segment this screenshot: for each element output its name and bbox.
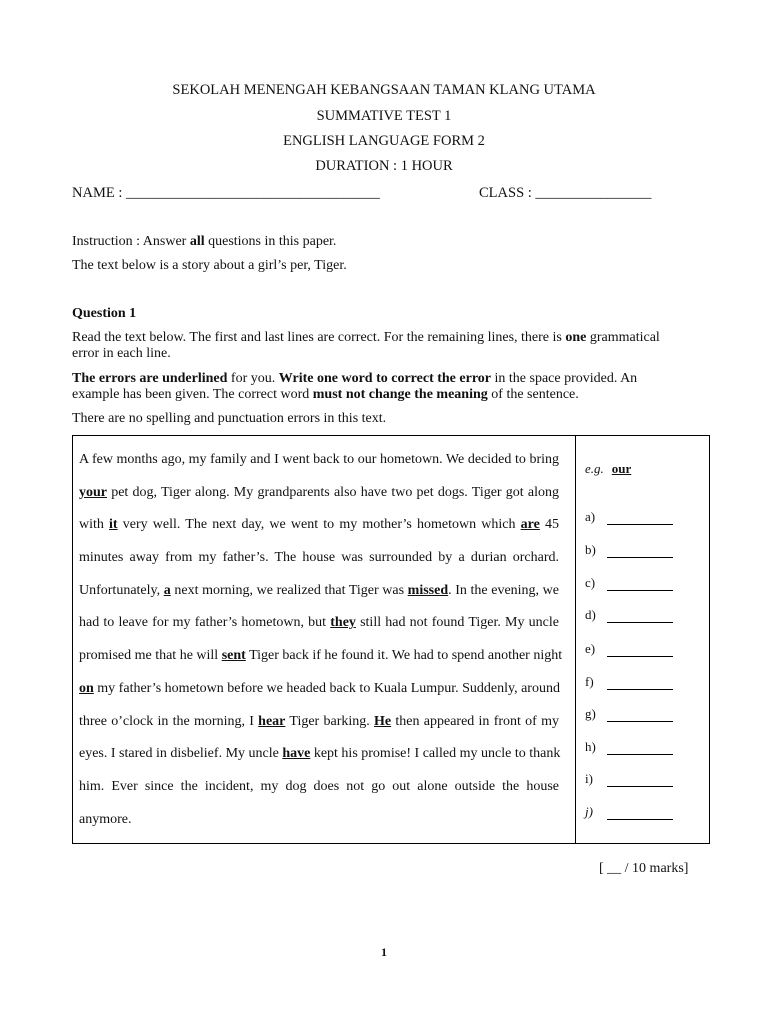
p2-t2: in the space provided. An example has been given. The correct word — [72, 371, 638, 402]
column-divider — [575, 436, 576, 843]
story-line: on my father’s hometown before we headed back to Kuala Lumpur. Suddenly, around — [79, 680, 560, 696]
story-line: minutes away from my father’s. The house was surrounded by a durian orchard. — [79, 550, 559, 566]
answer-line-h[interactable]: h) — [585, 739, 673, 755]
story-line: promised me that he will sent Tiger back if he found it. We had to spend another night — [79, 648, 563, 664]
story-line: Unfortunately, a next morning, we realized that Tiger was missed. In the evening, we — [79, 582, 559, 598]
story-text — [79, 444, 563, 836]
story-line: your pet dog, Tiger along. My grandparents also have two pet dogs. Tiger got along — [79, 484, 559, 500]
story-line: A few months ago, my family and I went back to our hometown. We decided to bring — [79, 452, 559, 467]
instruction-pre: Instruction : Answer — [72, 234, 190, 249]
question-paragraph-2 — [72, 371, 688, 403]
story-line: three o’clock in the morning, I hear Tiger barking. He then appeared in front of my — [79, 713, 559, 729]
p2-t1: for you. — [227, 371, 279, 386]
class-field: CLASS : ________________ — [479, 185, 652, 201]
page-number: 1 — [381, 945, 387, 959]
answer-line-b[interactable]: b) — [585, 542, 673, 558]
p1-post: grammatical error in each line. — [72, 330, 660, 361]
example-label: e.g. — [585, 461, 604, 476]
instruction-line — [72, 234, 336, 250]
story-line: had to leave for my father’s hometown, but they still had not found Tiger. My uncle — [79, 615, 559, 631]
example-value: our — [611, 461, 632, 476]
p2-b3: must not change the meaning — [312, 387, 488, 402]
instruction-post: questions in this paper. — [204, 234, 337, 249]
answer-line-a[interactable]: a) — [585, 509, 673, 525]
school-name: SEKOLAH MENENGAH KEBANGSAAN TAMAN KLANG UTAMA — [172, 82, 596, 98]
subject-title: ENGLISH LANGUAGE FORM 2 — [283, 133, 485, 149]
answer-line-d[interactable]: d) — [585, 607, 673, 623]
question-paragraph-3: There are no spelling and punctuation errors in this text. — [72, 411, 387, 426]
story-box — [72, 435, 710, 844]
p2-t3: of the sentence. — [487, 387, 579, 402]
story-intro: The text below is a story about a girl’s per, Tiger. — [72, 258, 347, 273]
marks: [ __ / 10 marks] — [599, 861, 689, 876]
answer-line-i[interactable]: i) — [585, 771, 673, 787]
p1-bold: one — [565, 330, 587, 345]
story-line: with it very well. The next day, we went to my mother’s hometown which are 45 — [79, 517, 559, 533]
example-answer — [585, 461, 631, 477]
p1-pre: Read the text below. The first and last lines are correct. For the remaining lines, there is — [72, 330, 566, 345]
question-title: Question 1 — [72, 306, 137, 321]
name-field: NAME : ___________________________________ — [72, 185, 380, 201]
question-paragraph-1 — [72, 330, 688, 362]
story-line: eyes. I stared in disbelief. My uncle have kept his promise! I called my uncle to thank — [79, 746, 561, 762]
duration: DURATION : 1 HOUR — [315, 158, 453, 174]
answer-line-g[interactable]: g) — [585, 706, 673, 722]
answer-line-c[interactable]: c) — [585, 575, 673, 591]
answer-line-f[interactable]: f) — [585, 674, 673, 690]
p2-b1: The errors are underlined — [72, 371, 228, 386]
test-title: SUMMATIVE TEST 1 — [316, 108, 452, 124]
story-line: him. Ever since the incident, my dog does not go out alone outside the house — [79, 778, 559, 794]
instruction-bold: all — [189, 234, 205, 249]
p2-b2: Write one word to correct the error — [278, 371, 491, 386]
story-line: anymore. — [79, 811, 132, 827]
answer-line-j[interactable]: j) — [585, 804, 673, 820]
answer-line-e[interactable]: e) — [585, 641, 673, 657]
